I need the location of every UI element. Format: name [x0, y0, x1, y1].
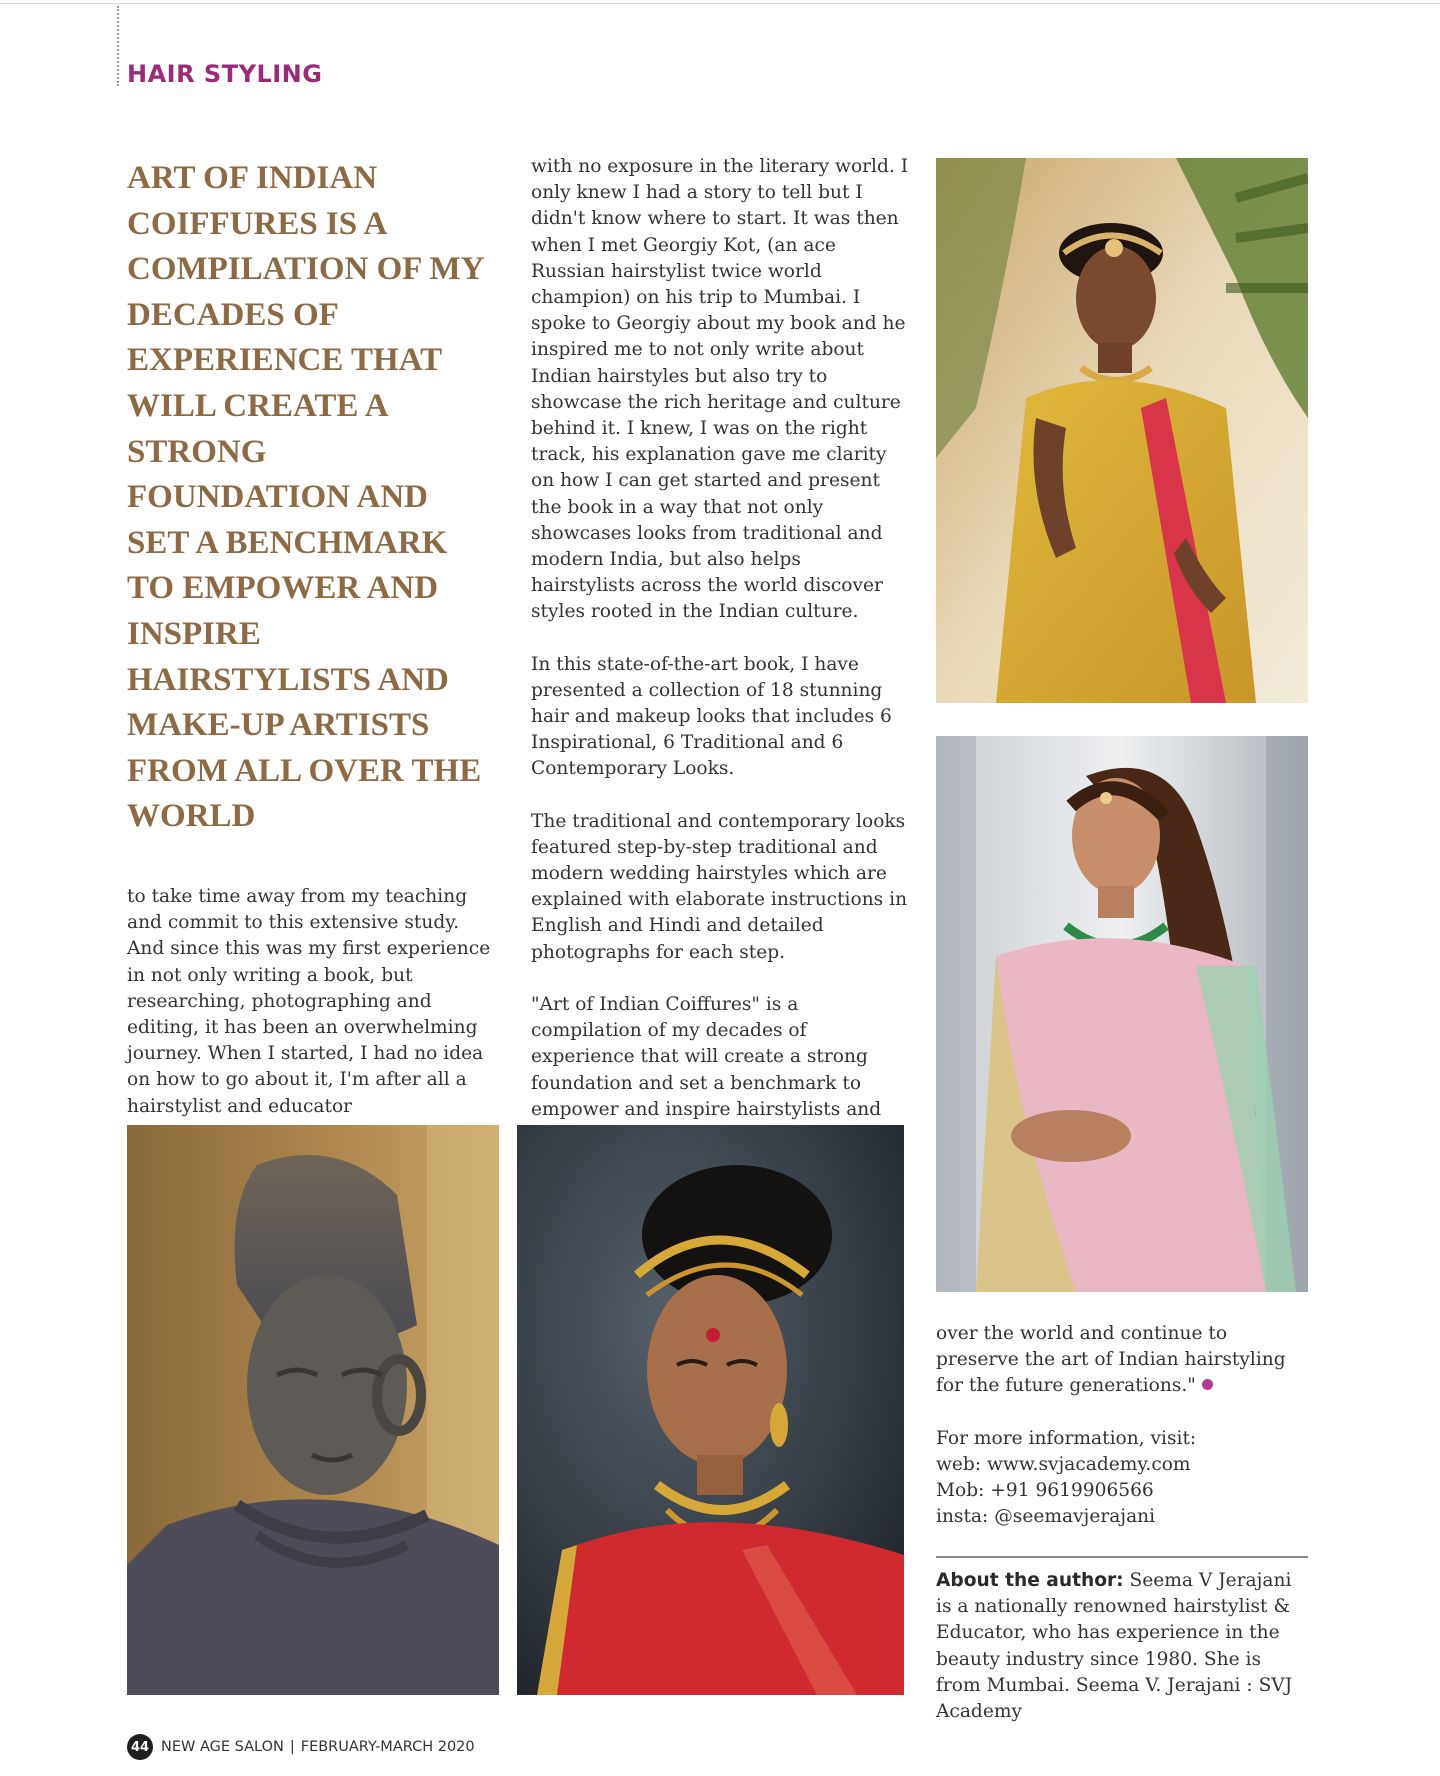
- photo-bride-yellow-saree: [936, 158, 1308, 703]
- article-paragraph-closing: [936, 1321, 1308, 1400]
- author-bio-text: Seema V Jerajani is a nationally renowned hairstylist & Educator, who has experience in the beauty industry since 1980. She is from Mumbai. Seema V. Jerajani : SVJ Academy: [936, 1570, 1293, 1723]
- end-mark-icon: [1202, 1379, 1213, 1390]
- top-rule: [0, 3, 1440, 4]
- dotted-rule: [117, 6, 119, 86]
- photo-bride-red-saree: [517, 1125, 904, 1695]
- article-paragraph: to take time away from my teaching and commit to this extensive study. And since this was my first experience in not only writing a book, but researching, photographing and editing, it has been an overwhelming journey. When I started, I had no idea on how to go about it, I'm after all a hairstylist and educator: [127, 886, 491, 1117]
- contact-intro: For more information, visit:: [936, 1427, 1197, 1449]
- issue-date: FEBRUARY-MARCH 2020: [300, 1739, 475, 1755]
- author-divider: [936, 1556, 1308, 1558]
- section-label: HAIR STYLING: [127, 60, 323, 88]
- article-column-left: [127, 884, 497, 1120]
- footer-separator: |: [289, 1739, 295, 1755]
- contact-instagram: insta: @seemavjerajani: [936, 1506, 1156, 1528]
- page-number: 44: [127, 1734, 153, 1760]
- author-bio: [936, 1568, 1308, 1725]
- photo-bride-pink-lehenga: [936, 736, 1308, 1292]
- magazine-name: NEW AGE SALON: [161, 1739, 284, 1755]
- photo-stone-sculpture: [127, 1125, 499, 1695]
- article-paragraph: "Art of Indian Coiffures" is a compilation of my decades of experience that will create a strong foundation and set a benchmark to empower and inspire hairstylists and: [531, 993, 882, 1120]
- article-paragraph: In this state-of-the-art book, I have presented a collection of 18 stunning hair and makeup looks that includes 6 Inspirational, 6 Traditional and 6 Contemporary Looks.: [531, 653, 892, 780]
- article-paragraph: with no exposure in the literary world. I only knew I had a story to tell but I didn't know where to start. It was then when I met Georgiy Kot, (an ace Russian hairstylist twice world champion) on his trip to Mumbai. I spoke to Georgiy about my book and he inspired me to not only write about Indian hairstyles but also try to showcase the rich heritage and culture behind it. I knew, I was on the right track, his explanation gave me clarity on how I can get started and present the book in a way that not only showcases looks from traditional and modern India, but also helps hairstylists across the world discover styles rooted in the Indian culture.: [531, 156, 909, 623]
- article-column-right: [936, 1321, 1308, 1530]
- article-paragraph: The traditional and contemporary looks featured step-by-step traditional and modern wedding hairstyles which are explained with elaborate instructions in English and Hindi and detailed photographs for each step.: [531, 810, 908, 963]
- author-lead: About the author:: [936, 1570, 1124, 1591]
- page-footer: [127, 1734, 475, 1760]
- contact-block: [936, 1426, 1308, 1531]
- contact-mobile: Mob: +91 9619906566: [936, 1480, 1154, 1502]
- pull-quote: ART OF INDIAN COIFFURES IS A COMPILATION OF MY DECADES OF EXPERIENCE THAT WILL CREATE A STRONG FOUNDATION AND SET A BENCHMARK TO EMPOWER AND INSPIRE HAIRSTYLISTS AND MAKE-UP ARTISTS FROM ALL OVER THE WORLD: [127, 160, 484, 835]
- contact-web: web: www.svjacademy.com: [936, 1453, 1191, 1475]
- closing-text: over the world and continue to preserve the art of Indian hairstyling for the future generations.": [936, 1323, 1286, 1397]
- article-column-middle: [531, 154, 909, 1149]
